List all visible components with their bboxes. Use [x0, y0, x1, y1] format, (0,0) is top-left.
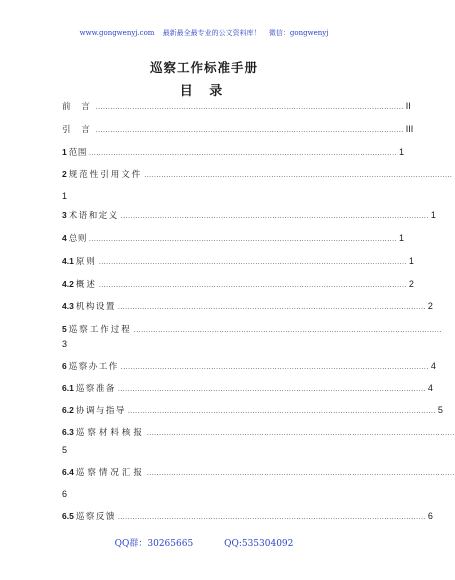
toc-entry-label: 巡察准备: [75, 384, 116, 394]
toc-entry-page: 5: [62, 445, 68, 455]
toc-entry-6[interactable]: [62, 359, 436, 373]
toc-leader-dots: ..............................................................................................................................: [146, 430, 455, 437]
toc-entry-3[interactable]: [62, 208, 436, 222]
toc-entry-page: III: [405, 124, 414, 134]
toc-entry-number: 6.5: [62, 511, 74, 521]
toc-entry-number: 5: [62, 324, 67, 334]
toc-leader-dots: ..............................................................................................................................: [120, 364, 429, 371]
toc-entry-page: 1: [62, 191, 68, 201]
toc-leader-dots: ..............................................................................................................................: [127, 408, 436, 415]
toc-entry-number: 4.1: [62, 256, 74, 266]
toc-entry-label: 规范性引用文件: [68, 170, 143, 180]
toc-leader-dots: ..............................................................................................................................: [133, 327, 442, 334]
toc-entry-label: 巡察材料核报: [75, 428, 145, 438]
toc-entry-introduction[interactable]: [62, 122, 414, 136]
toc-entry-number: 6: [62, 361, 67, 371]
toc-entry-number: 4: [62, 233, 67, 243]
toc-leader-dots: ..............................................................................................................................: [146, 470, 455, 477]
toc-entry-label: 巡察反馈: [75, 512, 116, 522]
toc-entry-preface[interactable]: [62, 99, 411, 113]
toc-entry-5[interactable]: [62, 322, 442, 336]
toc-entry-page: 2: [427, 301, 433, 311]
toc-entry-label: 范围: [68, 148, 87, 158]
toc-entry-page: 1: [399, 233, 405, 243]
toc-leader-dots: ..............................................................................................................................: [117, 514, 426, 521]
toc-entry-page: 1: [430, 210, 436, 220]
footer-qq-group: QQ群：30265665: [114, 539, 194, 549]
toc-leader-dots: ..............................................................................................................................: [120, 213, 429, 220]
page-header: [0, 28, 408, 38]
toc-entry-label: 术语和定义: [68, 211, 119, 221]
toc-entry-number: 4.2: [62, 279, 74, 289]
toc-entry-1[interactable]: [62, 145, 405, 159]
toc-entry-2[interactable]: [62, 167, 453, 181]
toc-leader-dots: ..............................................................................................................................: [117, 304, 426, 311]
toc-entry-4-3[interactable]: [62, 299, 433, 313]
header-site-link[interactable]: www.gongwenyj.com: [79, 29, 155, 37]
toc-entry-number: 6.4: [62, 467, 74, 477]
toc-entry-label: 概述: [75, 280, 97, 290]
toc-entry-number: 4.3: [62, 301, 74, 311]
toc-entry-label: 巡察情况汇报: [75, 468, 145, 478]
toc-heading: 目 录: [179, 84, 229, 99]
toc-entry-page: 6: [62, 489, 68, 499]
header-slogan: 最新最全最专业的公文资料库！: [162, 29, 261, 37]
toc-entry-page: 4: [430, 361, 436, 371]
toc-entry-label: 巡察办工作: [68, 362, 119, 372]
toc-entry-number: 6.1: [62, 383, 74, 393]
toc-entry-6-3[interactable]: [62, 425, 455, 439]
toc-entry-page: 5: [437, 405, 443, 415]
toc-entry-number: 6.2: [62, 405, 74, 415]
toc-entry-label: 机构设置: [75, 302, 116, 312]
toc-entry-number: 3: [62, 210, 67, 220]
toc-entry-label: 巡察工作过程: [68, 325, 132, 335]
header-wechat: 微信：gongwenyj: [268, 29, 329, 37]
toc-leader-dots: ..............................................................................................................................: [95, 104, 404, 111]
footer-qq: QQ:535304092: [224, 539, 294, 549]
toc-entry-page: 3: [62, 339, 68, 349]
document-title: 巡察工作标准手册: [149, 60, 258, 75]
toc-entry-4-2[interactable]: [62, 277, 414, 291]
toc-entry-label: 前 言: [62, 102, 94, 112]
toc-entry-page: 2: [408, 279, 414, 289]
toc-leader-dots: ..............................................................................................................................: [88, 150, 397, 157]
toc-entry-page: 4: [427, 383, 433, 393]
toc-entry-page: II: [405, 101, 411, 111]
toc-entry-label: 原则: [75, 257, 97, 267]
toc-entry-4[interactable]: [62, 231, 405, 245]
toc-leader-dots: ..............................................................................................................................: [117, 386, 426, 393]
toc-entry-page: 1: [408, 256, 414, 266]
toc-entry-6-1[interactable]: [62, 381, 433, 395]
toc-leader-dots: ..............................................................................................................................: [144, 172, 453, 179]
toc-entry-6-4[interactable]: [62, 465, 455, 479]
toc-leader-dots: ..............................................................................................................................: [95, 127, 404, 134]
toc-entry-number: 1: [62, 147, 67, 157]
toc-entry-label: 引 言: [62, 125, 94, 135]
toc-entry-label: 总则: [68, 234, 87, 244]
toc-entry-6-5[interactable]: [62, 509, 433, 523]
toc-leader-dots: ..............................................................................................................................: [98, 259, 407, 266]
toc-leader-dots: ..............................................................................................................................: [88, 236, 397, 243]
toc-entry-4-1[interactable]: [62, 254, 414, 268]
page-footer: [0, 536, 408, 549]
toc-entry-page: 1: [399, 147, 405, 157]
toc-entry-6-2[interactable]: [62, 403, 443, 417]
toc-entry-page: 6: [427, 511, 433, 521]
toc-entry-label: 协调与指导: [75, 406, 126, 416]
toc-leader-dots: ..............................................................................................................................: [98, 282, 407, 289]
toc-entry-number: 6.3: [62, 427, 74, 437]
toc-entry-number: 2: [62, 169, 67, 179]
